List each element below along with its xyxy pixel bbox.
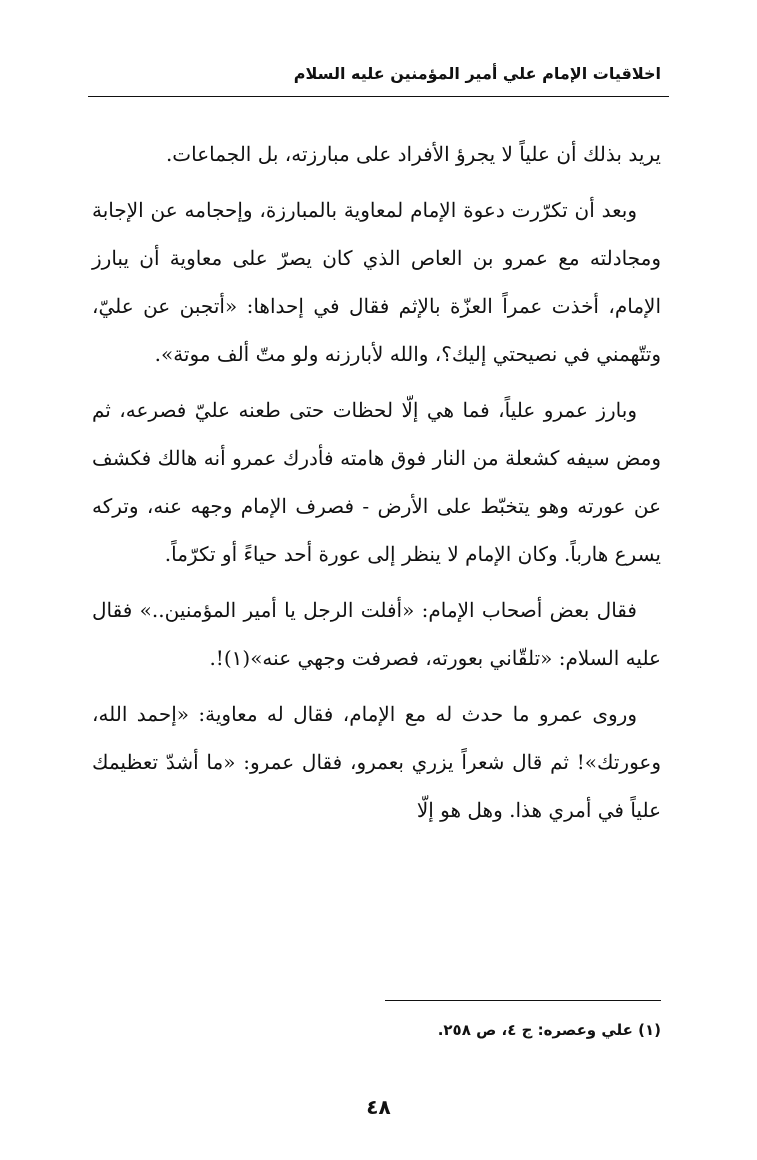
page-number: ٤٨ (366, 1095, 391, 1119)
paragraph-2: وبعد أن تكرّرت دعوة الإمام لمعاوية بالمبارزة، وإحجامه عن الإجابة ومجادلته مع عمرو بن العاص الذي كان يصرّ على معاوية أن يبارز الإمام، أخذت عمراً العزّة بالإثم فقال في إحداها: «أتجبن عن عليّ، وتتّهمني في نصيحتي إليك؟، والله لأبارزنه ولو متّ ألف موتة». (92, 198, 661, 366)
running-header: اخلاقيات الإمام علي أمير المؤمنين عليه السلام (293, 64, 661, 83)
header-rule (88, 96, 669, 97)
paragraph-1: يريد بذلك أن علياً لا يجرؤ الأفراد على مبارزته، بل الجماعات. (165, 142, 661, 166)
paragraph-4: فقال بعض أصحاب الإمام: «أفلت الرجل يا أمير المؤمنين..» فقال عليه السلام: «تلقّاني بعورته، فصرفت وجهي عنه»(١)!. (92, 598, 661, 670)
paragraph-3: وبارز عمرو علياً، فما هي إلّا لحظات حتى طعنه عليّ فصرعه، ثم ومض سيفه كشعلة من النار فوق هامته فأدرك عمرو أنه هالك فكشف عن عورته وهو يتخبّط على الأرض - فصرف الإمام وجهه عنه، وتركه يسرع هارباً. وكان الإمام لا ينظر إلى عورة أحد حياءً أو تكرّماً. (92, 398, 661, 566)
paragraph-5: وروى عمرو ما حدث له مع الإمام، فقال له معاوية: «إحمد الله، وعورتك»! ثم قال شعراً يزري بعمرو، فقال عمرو: «ما أشدّ تعظيمك علياً في أمري هذا. وهل هو إلّا (92, 702, 661, 822)
footnote-rule (385, 1000, 661, 1001)
footnote: (١) علي وعصره: ج ٤، ص ٢٥٨. (437, 1021, 661, 1039)
body-text (92, 130, 661, 842)
